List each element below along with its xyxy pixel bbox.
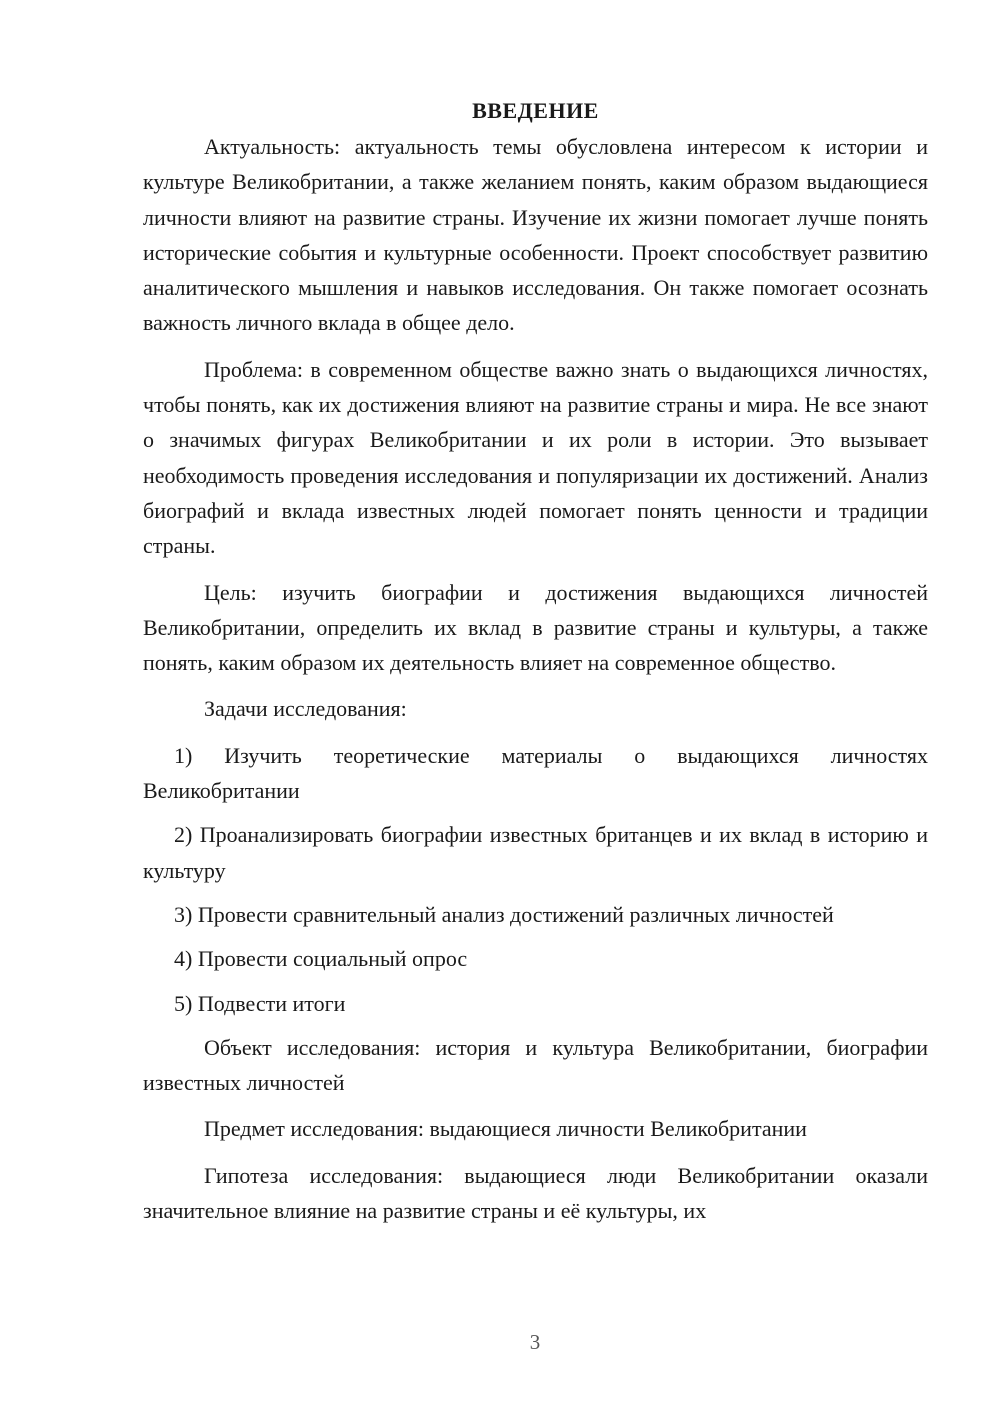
task-item-5: 5) Подвести итоги <box>174 990 346 1016</box>
relevance-paragraph: Актуальность: актуальность темы обусловлена интересом к истории и культуре Великобритании, а также желанием понять, каким образом выдающиеся личности влияют на развитие страны. Изучение их жизни помогает лучше понять исторические события и культурные особенности. Проект способствует развитию аналитического мышления и навыков исследования. Он также помогает осознать важность личного вклада в общее дело. <box>143 134 928 336</box>
problem-paragraph: Проблема: в современном обществе важно знать о выдающихся личностях, чтобы понять, как их достижения влияют на развитие страны и мира. Не все знают о значимых фигурах Великобритании и их роли в истории. Это вызывает необходимость проведения исследования и популяризации их достижений. Анализ биографий и вклада известных людей помогает понять ценности и традиции страны. <box>143 356 928 559</box>
hypothesis-paragraph: Гипотеза исследования: выдающиеся люди Великобритании оказали значительное влияние на развитие страны и её культуры, их <box>143 1162 928 1224</box>
goal-paragraph: Цель: изучить биографии и достижения выдающихся личностей Великобритании, определить их вклад в развитие страны и культуры, а также понять, каким образом их деятельность влияет на современное общество. <box>143 579 928 676</box>
task-item-4: 4) Провести социальный опрос <box>174 946 468 972</box>
tasks-heading: Задачи исследования: <box>204 696 407 722</box>
tasks-list <box>143 738 928 1021</box>
page-title: ВВЕДЕНИЕ <box>472 98 599 123</box>
object-paragraph: Объект исследования: история и культура Великобритании, биографии известных личностей <box>143 1034 928 1096</box>
task-item-3: 3) Провести сравнительный анализ достижений различных личностей <box>174 901 834 927</box>
task-item-1: 1) Изучить теоретические материалы о выдающихся личностях Великобритании <box>143 742 928 804</box>
task-item-2: 2) Проанализировать биографии известных британцев и их вклад в историю и культуру <box>143 822 928 883</box>
subject-paragraph: Предмет исследования: выдающиеся личности Великобритании <box>204 1116 807 1142</box>
document-page <box>143 93 928 1239</box>
page-number: 3 <box>529 1330 541 1354</box>
